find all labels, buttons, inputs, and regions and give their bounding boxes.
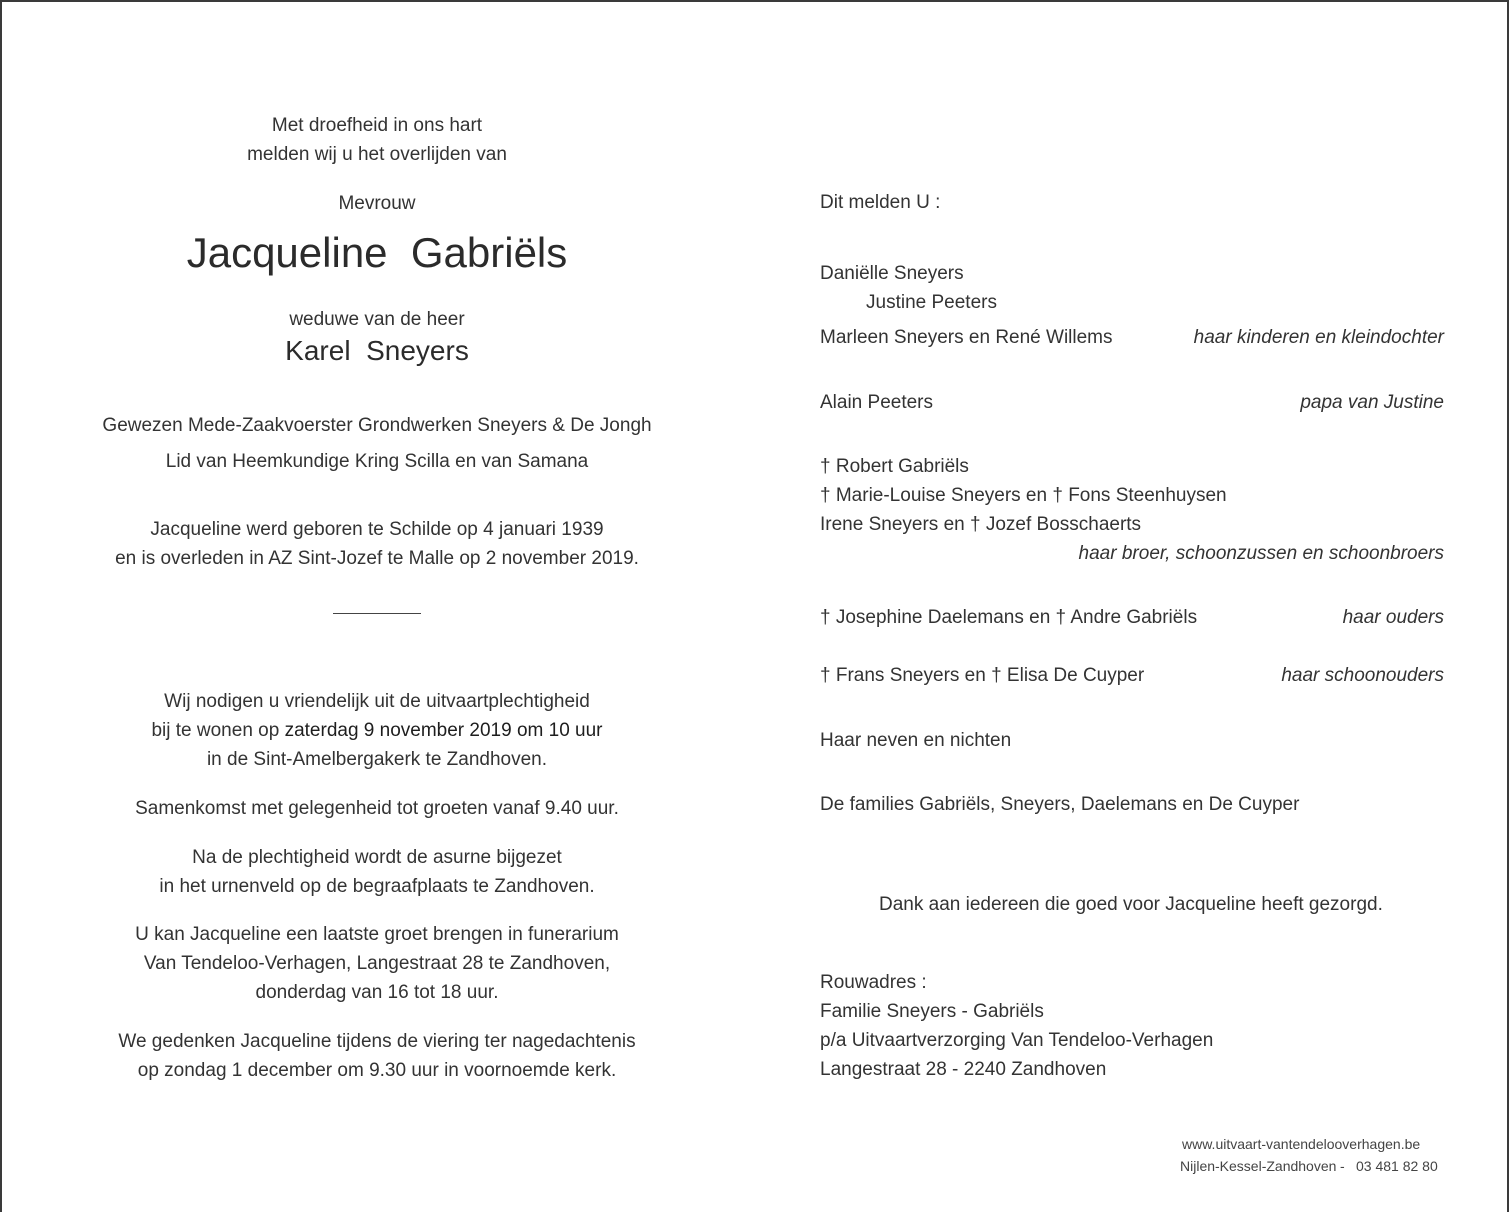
funeral-line-2-prefix: bij te wonen op: [151, 720, 285, 741]
role-line-1: Gewezen Mede-Zaakvoerster Grondwerken Sneyers & De Jongh: [102, 415, 652, 436]
siblings-relation: haar broer, schoonzussen en schoonbroers: [1078, 543, 1444, 564]
address-line-1: Familie Sneyers - Gabriëls: [820, 1001, 1044, 1022]
title: Mevrouw: [338, 193, 416, 214]
deceased-name: Jacqueline Gabriëls: [186, 229, 568, 276]
intro-line-1: Met droefheid in ons hart: [271, 115, 483, 136]
address-line-2: p/a Uitvaartverzorging Van Tendeloo-Verhagen: [820, 1030, 1214, 1051]
footer-location: Nijlen-Kessel-Zandhoven: [1180, 1158, 1337, 1174]
grandchild: Justine Peeters: [866, 292, 997, 313]
role-line-2: Lid van Heemkundige Kring Scilla en van Samana: [165, 451, 589, 472]
parents-in-law-relation: haar schoonouders: [1281, 665, 1444, 686]
announce-heading: Dit melden U :: [820, 192, 941, 213]
footer-website: www.uitvaart-vantendelooverhagen.be: [1182, 1136, 1421, 1152]
thanks: Dank aan iedereen die goed voor Jacqueline heeft gezorgd.: [879, 894, 1383, 915]
visit-line-2: Van Tendeloo-Verhagen, Langestraat 28 te Zandhoven,: [143, 953, 611, 974]
child-1: Daniëlle Sneyers: [820, 263, 964, 284]
funeral-line-2: [0, 719, 754, 743]
funeral-line-1: Wij nodigen u vriendelijk uit de uitvaartplechtigheid: [164, 691, 590, 712]
life-line-2: en is overleden in AZ Sint-Jozef te Malle op 2 november 2019.: [115, 548, 639, 569]
sibling-2: † Marie-Louise Sneyers en † Fons Steenhuysen: [820, 485, 1227, 506]
children-relation: haar kinderen en kleindochter: [1193, 327, 1444, 348]
parents-relation: haar ouders: [1342, 607, 1444, 628]
intro-line-2: melden wij u het overlijden van: [247, 144, 507, 165]
child-2: Marleen Sneyers en René Willems: [820, 327, 1113, 348]
alain-relation: papa van Justine: [1300, 392, 1444, 413]
life-line-1: Jacqueline werd geboren te Schilde op 4 januari 1939: [150, 519, 604, 540]
sibling-3: Irene Sneyers en † Jozef Bosschaerts: [820, 514, 1142, 535]
parents-in-law-names: † Frans Sneyers en † Elisa De Cuyper: [820, 665, 1145, 686]
funeral-date: zaterdag 9 november 2019 om 10 uur: [284, 720, 603, 741]
divider: [333, 613, 421, 614]
parents-names: † Josephine Daelemans en † Andre Gabriëls: [820, 607, 1198, 628]
funeral-line-3: in de Sint-Amelbergakerk te Zandhoven.: [206, 749, 548, 770]
address-label: Rouwadres :: [820, 972, 927, 993]
spouse-name: Karel Sneyers: [285, 335, 469, 366]
remembrance-line-2: op zondag 1 december om 9.30 uur in voornoemde kerk.: [137, 1060, 617, 1081]
alain-name: Alain Peeters: [820, 392, 934, 413]
families: De families Gabriëls, Sneyers, Daelemans en De Cuyper: [820, 794, 1300, 815]
sibling-1: † Robert Gabriëls: [820, 456, 969, 477]
urn-line-1: Na de plechtigheid wordt de asurne bijgezet: [192, 847, 562, 868]
footer-separator: -: [1340, 1158, 1345, 1174]
gathering: Samenkomst met gelegenheid tot groeten vanaf 9.40 uur.: [135, 798, 619, 819]
widow-of: weduwe van de heer: [289, 309, 465, 330]
address-line-3: Langestraat 28 - 2240 Zandhoven: [820, 1059, 1107, 1080]
visit-line-3: donderdag van 16 tot 18 uur.: [255, 982, 499, 1003]
urn-line-2: in het urnenveld op de begraafplaats te Zandhoven.: [159, 876, 595, 897]
remembrance-line-1: We gedenken Jacqueline tijdens de viering ter nagedachtenis: [118, 1031, 636, 1052]
footer-phone: 03 481 82 80: [1356, 1158, 1438, 1174]
visit-line-1: U kan Jacqueline een laatste groet brengen in funerarium: [135, 924, 619, 945]
nephews: Haar neven en nichten: [820, 730, 1012, 751]
